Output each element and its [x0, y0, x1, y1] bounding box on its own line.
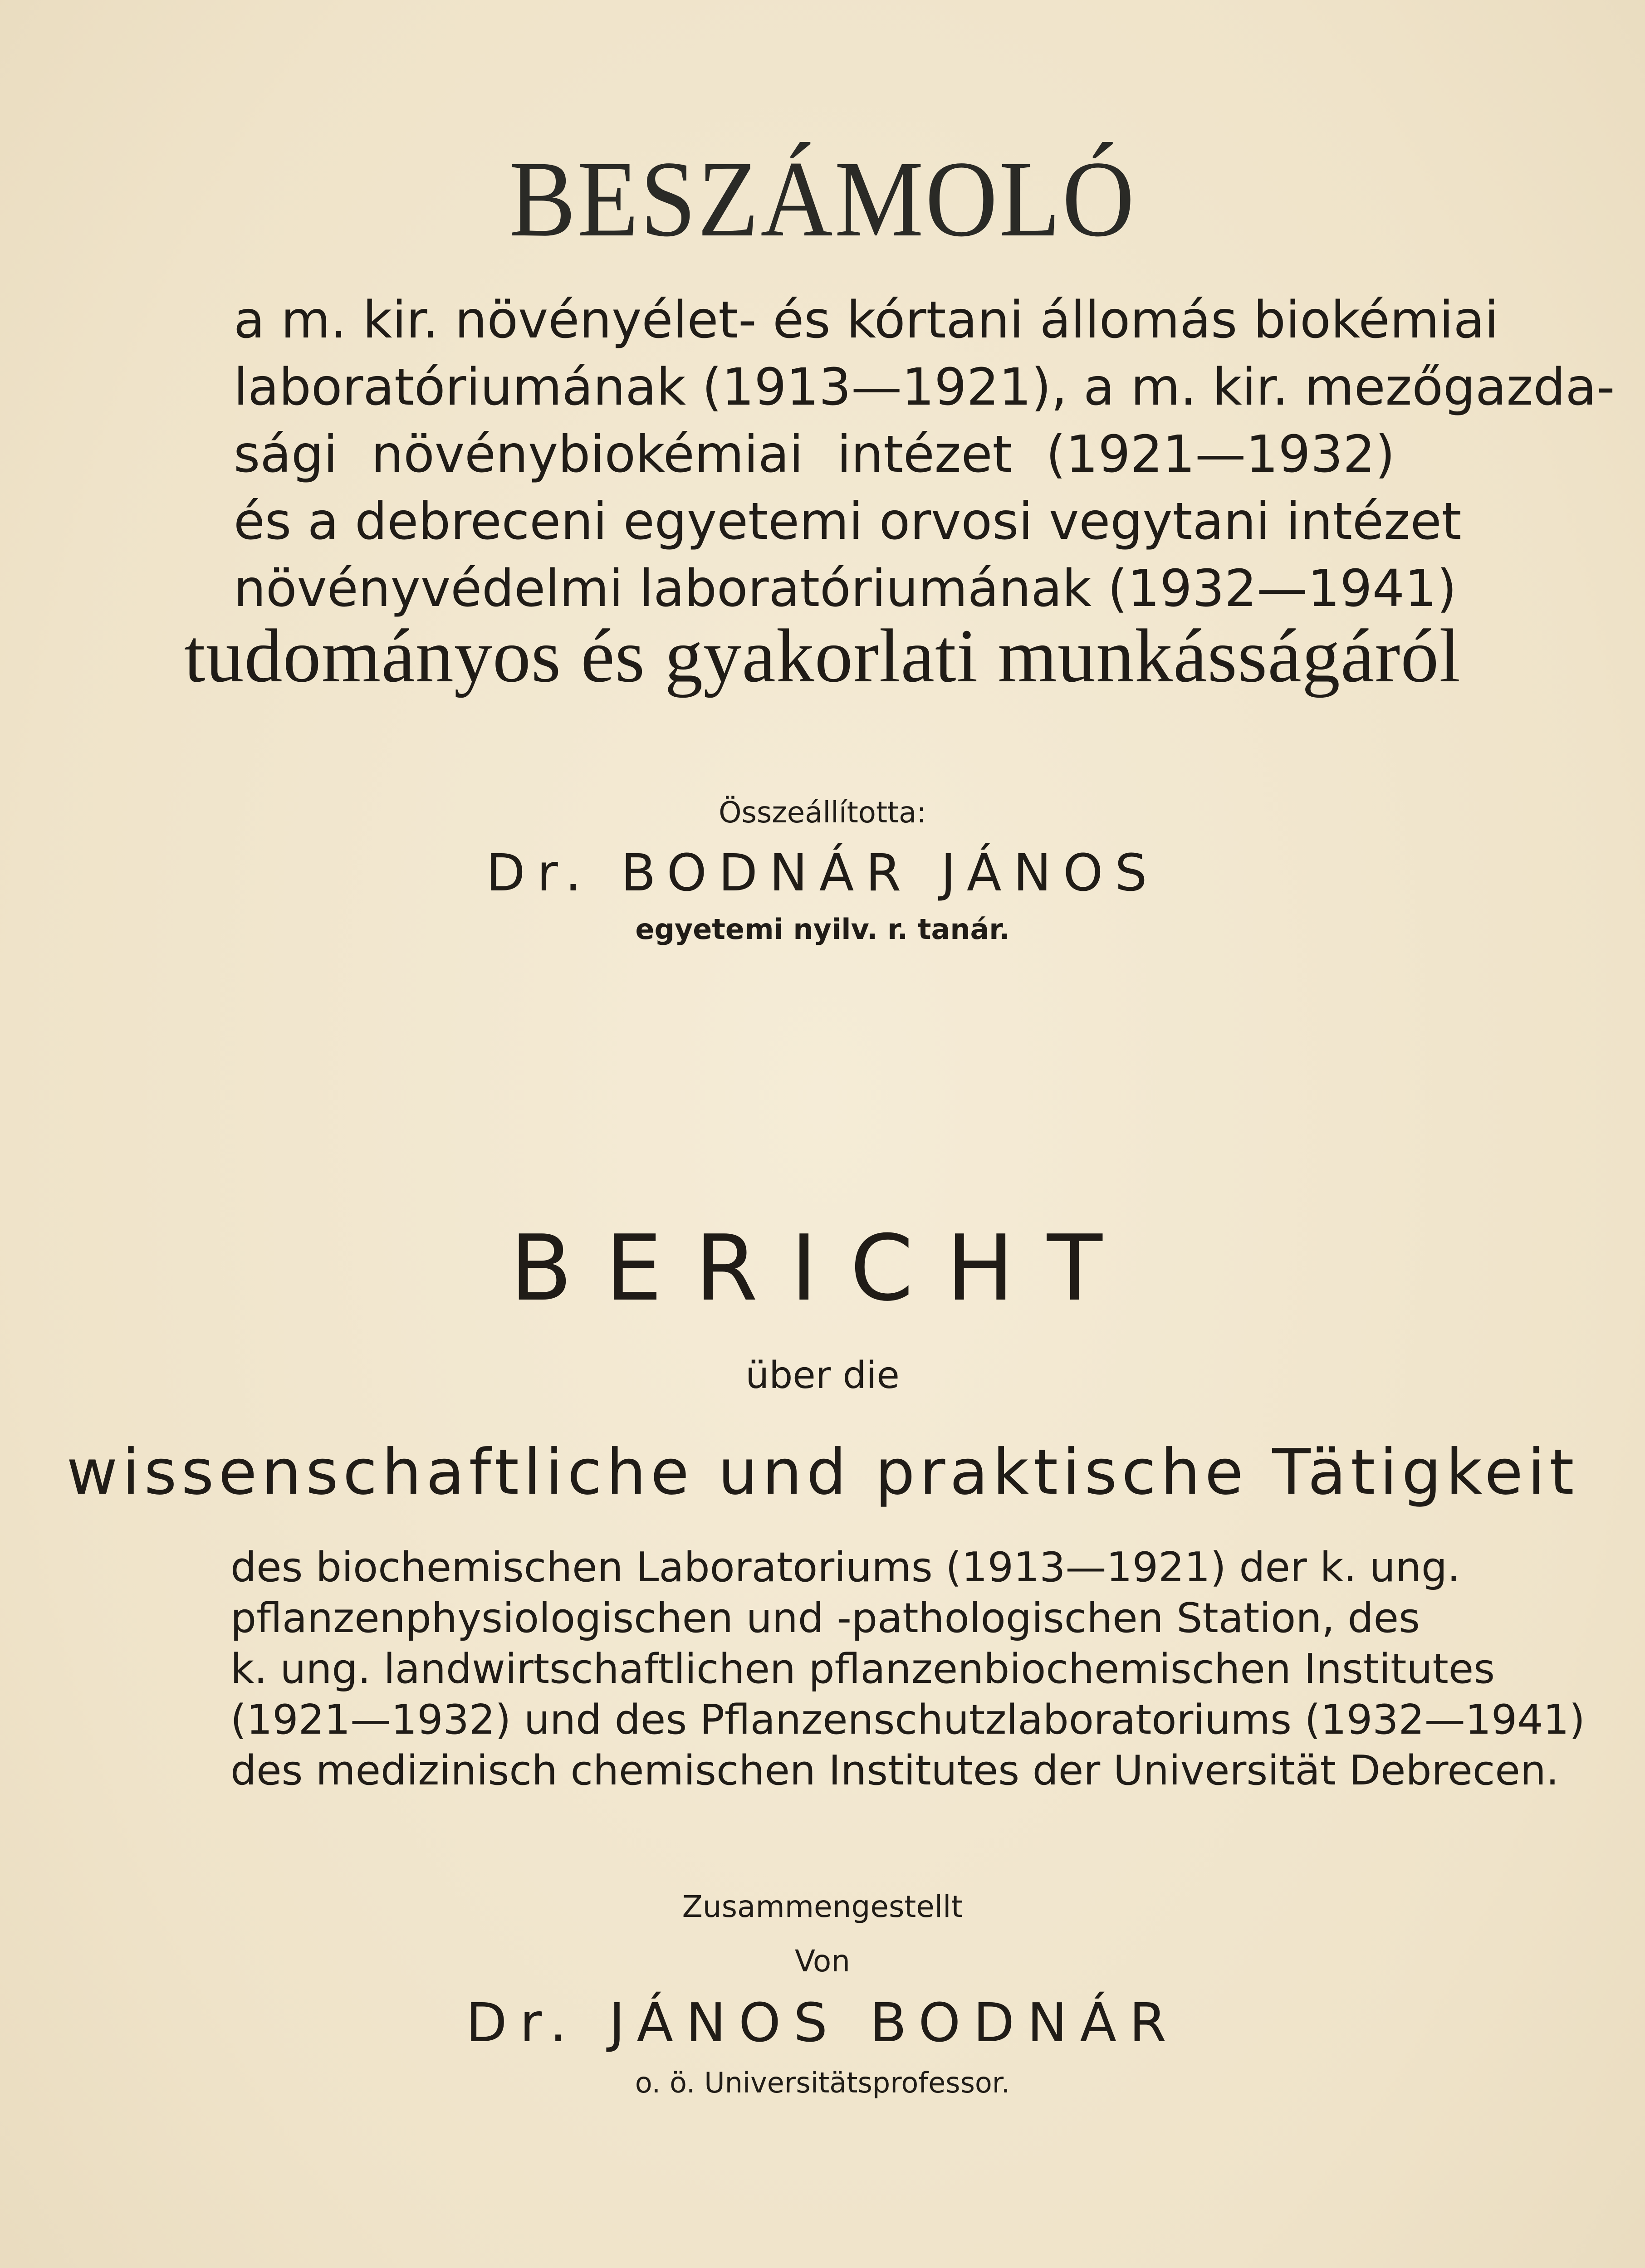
hungarian-subtitle	[234, 287, 1615, 622]
hungarian-subtitle-line: és a debreceni egyetemi orvosi vegytani intézet	[234, 492, 1462, 551]
hungarian-work-line: tudományos és gyakorlati munkásságáról	[184, 614, 1461, 698]
german-title: BERICHT	[510, 1216, 1135, 1321]
german-subtitle-line: des medizinisch chemischen Institutes der Universität Debrecen.	[230, 1747, 1559, 1794]
german-subtitle-line: pflanzenphysiologischen und -pathologischen Station, des	[230, 1594, 1420, 1642]
german-subtitle	[230, 1542, 1585, 1796]
hungarian-subtitle-line: laboratóriumának (1913—1921), a m. kir. mezőgazda-	[234, 358, 1615, 417]
german-subtitle-line: des biochemischen Laboratoriums (1913—1921) der k. ung.	[230, 1544, 1460, 1591]
german-von-label: Von	[794, 1944, 851, 1979]
german-subtitle-line: (1921—1932) und des Pflanzenschutzlaboratoriums (1932—1941)	[230, 1696, 1585, 1744]
german-uber-die: über die	[745, 1354, 900, 1397]
hungarian-subtitle-line: növényvédelmi laboratóriumának (1932—1941)	[234, 559, 1457, 618]
german-work-line: wissenschaftliche und praktische Tätigkeit	[66, 1436, 1579, 1509]
german-author-title: o. ö. Universitätsprofessor.	[635, 2066, 1010, 2099]
german-subtitle-line: k. ung. landwirtschaftlichen pflanzenbiochemischen Institutes	[230, 1645, 1495, 1693]
hungarian-title: BESZÁMOLÓ	[509, 138, 1136, 259]
hungarian-author: Dr. BODNÁR JÁNOS	[486, 844, 1159, 903]
hungarian-subtitle-line: a m. kir. növényélet- és kórtani állomás biokémiai	[234, 291, 1499, 350]
german-compiled-label: Zusammengestellt	[682, 1889, 963, 1924]
hungarian-subtitle-line: sági növénybiokémiai intézet (1921—1932)	[234, 425, 1395, 484]
hungarian-author-title: egyetemi nyilv. r. tanár.	[635, 913, 1010, 946]
german-author: Dr. JÁNOS BODNÁR	[465, 1991, 1180, 2054]
hungarian-compiled-label: Összeállította:	[719, 796, 926, 830]
